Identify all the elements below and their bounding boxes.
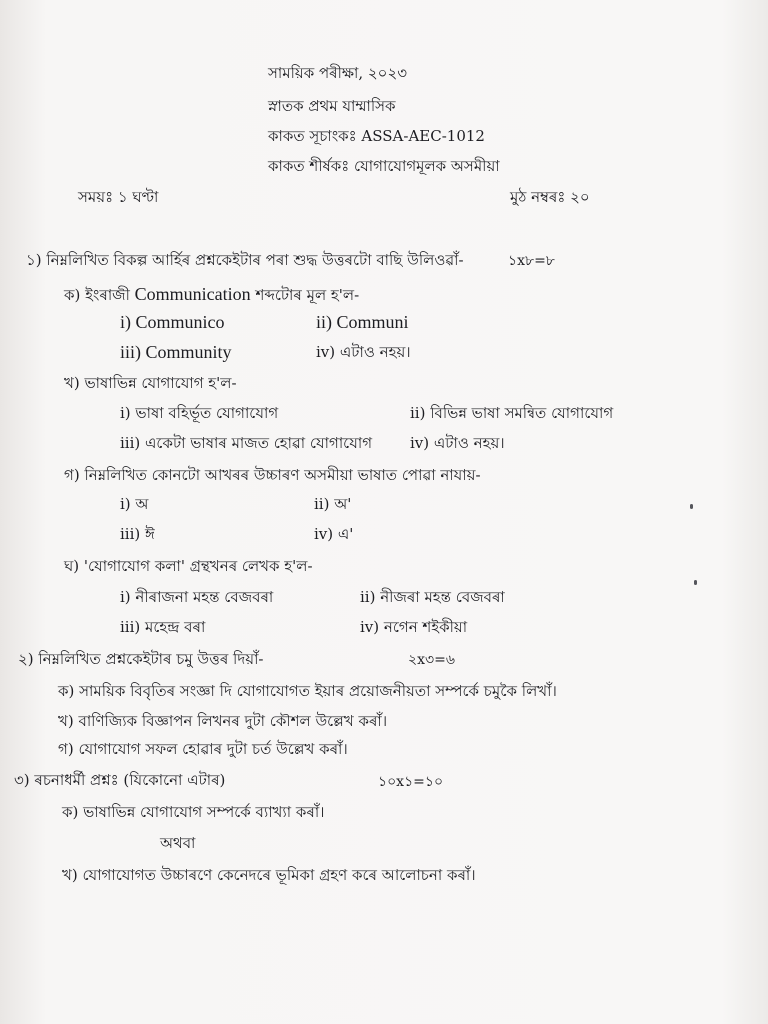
question-2c: গ) যোগাযোগ সফল হোৱাৰ দুটা চৰ্ত উল্লেখ কৰাঁ। [58,740,348,758]
option-1b-iv: iv) এটাও নহয়। [410,434,505,452]
option-1d-iv: iv) নগেন শইকীয়া [360,618,468,636]
section-2-marks: ২x৩=৬ [408,652,455,668]
option-1d-ii: ii) নীজৰা মহন্ত বেজবৰা [360,588,505,606]
option-1a-ii: ii) Communi [316,312,409,332]
time-allowed: সময়ঃ ১ ঘণ্টা [78,188,159,206]
scan-speck [690,504,693,509]
question-2b: খ) বাণিজ্যিক বিজ্ঞাপন লিখনৰ দুটা কৌশল উল্লেখ কৰাঁ। [58,712,388,730]
question-1a-text: ক) ইংৰাজী [64,286,130,304]
section-1-marks: ১x৮=৮ [508,253,555,269]
question-1b: খ) ভাষাভিন্ন যোগাযোগ হ'ল- [64,374,237,392]
option-1d-i: i) নীৰাজনা মহন্ত বেজবৰা [120,588,274,606]
paper-code: কাকত সূচাংকঃ ASSA-AEC-1012 [268,127,485,145]
option-1b-i: i) ভাষা বহিৰ্ভূত যোগাযোগ [120,404,279,422]
option-1d-iii: iii) মহেন্দ্ৰ বৰা [120,618,206,636]
question-2a: ক) সাময়িক বিবৃতিৰ সংজ্ঞা দি যোগাযোগত ইয়াৰ প্ৰয়োজনীয়তা সম্পৰ্কে চমুকৈ লিখাঁ। [58,682,557,700]
option-1a-iii: iii) Community [120,342,232,362]
question-3a: ক) ভাষাভিন্ন যোগাযোগ সম্পৰ্কে ব্যাখ্যা কৰাঁ। [62,803,325,821]
option-1b-iii: iii) একেটা ভাষাৰ মাজত হোৱা যোগাযোগ [120,434,373,452]
question-1a [64,285,359,303]
section-3-heading: ৩) ৰচনাধৰ্মী প্ৰশ্নঃ (যিকোনো এটাৰ) [14,771,226,789]
course-name: স্নাতক প্ৰথম যাম্মাসিক [268,97,396,115]
section-1-heading: ১) নিম্নলিখিত বিকল্প আৰ্হিৰ প্ৰশ্নকেইটাৰ পৰা শুদ্ধ উত্তৰটো বাছি উলিওৱাঁ- [26,251,464,269]
option-1b-ii: ii) বিভিন্ন ভাষা সমন্বিত যোগাযোগ [410,404,614,422]
exam-title: সাময়িক পৰীক্ষা, ২০২৩ [268,64,407,82]
option-1a-i: i) Communico [120,312,225,332]
option-1c-i: i) অ [120,495,149,513]
full-marks: মুঠ নম্বৰঃ ২০ [510,188,590,206]
section-2-heading: ২) নিম্নলিখিত প্ৰশ্নকেইটাৰ চমু উত্তৰ দিয়াঁ- [18,650,264,668]
question-1a-text2: শব্দটোৰ মূল হ'ল- [255,286,360,304]
question-3b: খ) যোগাযোগত উচ্চাৰণে কেনেদৰে ভূমিকা গ্ৰহণ কৰে আলোচনা কৰাঁ। [62,866,476,884]
question-1a-term: Communication [134,284,251,304]
option-1c-ii: ii) অ' [314,495,352,513]
question-1d: ঘ) 'যোগাযোগ কলা' গ্ৰন্থখনৰ লেখক হ'ল- [64,557,313,575]
option-1c-iv: iv) এ' [314,525,354,543]
scan-speck [694,580,697,585]
paper-title: কাকত শীৰ্ষকঃ যোগাযোগমূলক অসমীয়া [268,157,500,175]
option-1a-iv: iv) এটাও নহয়। [316,343,411,361]
or-label: অথবা [160,834,196,852]
question-1c: গ) নিম্নলিখিত কোনটো আখৰৰ উচ্চাৰণ অসমীয়া ভাষাত পোৱা নাযায়- [64,466,481,484]
section-3-marks: ১০x১=১০ [378,774,444,790]
option-1c-iii: iii) ঈ [120,525,155,543]
